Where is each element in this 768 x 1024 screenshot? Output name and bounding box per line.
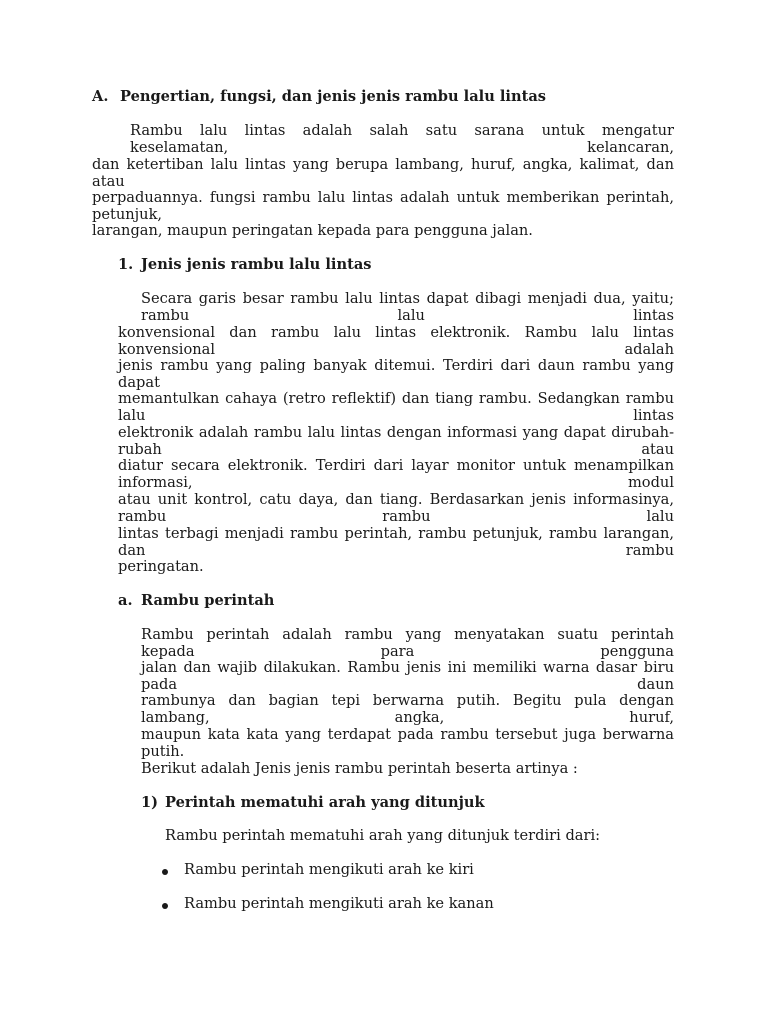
section-a-number: A. <box>92 88 109 105</box>
subsection-a-line-5: Berikut adalah Jenis jenis rambu perintah beserta artinya : <box>141 760 578 777</box>
subsection-a-line-3: rambunya dan bagian tepi berwarna putih. Begitu pula dengan lambang, angka, huruf, <box>141 692 674 726</box>
subsection-1-number: 1. <box>118 256 134 273</box>
subsection-a-line-1: Rambu perintah adalah rambu yang menyatakan suatu perintah kepada para pengguna <box>141 626 674 660</box>
section-a-line-1: Rambu lalu lintas adalah salah satu sarana untuk mengatur keselamatan, kelancaran, <box>130 122 674 156</box>
subsection-a-number: a. <box>118 592 133 609</box>
subsection-1-line-5: elektronik adalah rambu lalu lintas dengan informasi yang dapat dirubah-rubah atau <box>118 424 674 458</box>
section-a-line-4: larangan, maupun peringatan kepada para pengguna jalan. <box>92 222 533 239</box>
subsection-1a-title: Perintah mematuhi arah yang ditunjuk <box>165 794 485 811</box>
subsection-1-title: Jenis jenis rambu lalu lintas <box>141 256 372 273</box>
section-a-title: Pengertian, fungsi, dan jenis jenis rambu lalu lintas <box>120 88 547 105</box>
subsection-1a-number: 1) <box>141 794 159 811</box>
bullet-item-2: Rambu perintah mengikuti arah ke kanan <box>184 895 494 912</box>
subsection-1-line-7: atau unit kontrol, catu daya, dan tiang. Berdasarkan jenis informasinya, rambu rambu lalu <box>118 491 674 525</box>
section-a-line-2: dan ketertiban lalu lintas yang berupa lambang, huruf, angka, kalimat, dan atau <box>92 156 674 190</box>
subsection-1a-intro: Rambu perintah mematuhi arah yang ditunjuk terdiri dari: <box>165 827 601 844</box>
section-a-line-3: perpaduannya. fungsi rambu lalu lintas adalah untuk memberikan perintah, petunjuk, <box>92 189 674 223</box>
subsection-1-line-6: diatur secara elektronik. Terdiri dari layar monitor untuk menampilkan informasi, modul <box>118 457 674 491</box>
bullet-icon <box>162 869 168 875</box>
subsection-a-title: Rambu perintah <box>141 592 275 609</box>
subsection-1-line-1: Secara garis besar rambu lalu lintas dapat dibagi menjadi dua, yaitu; rambu lalu lintas <box>141 290 674 324</box>
bullet-item-1: Rambu perintah mengikuti arah ke kiri <box>184 861 474 878</box>
subsection-1-line-9: peringatan. <box>118 558 204 575</box>
bullet-icon <box>162 903 168 909</box>
subsection-1-line-3: jenis rambu yang paling banyak ditemui. Terdiri dari daun rambu yang dapat <box>118 357 674 391</box>
subsection-1-line-4: memantulkan cahaya (retro reflektif) dan tiang rambu. Sedangkan rambu lalu lintas <box>118 390 674 424</box>
subsection-a-line-2: jalan dan wajib dilakukan. Rambu jenis ini memiliki warna dasar biru pada daun <box>141 659 674 693</box>
subsection-1-line-8: lintas terbagi menjadi rambu perintah, rambu petunjuk, rambu larangan, dan rambu <box>118 525 674 559</box>
subsection-1-line-2: konvensional dan rambu lalu lintas elektronik. Rambu lalu lintas konvensional adalah <box>118 324 674 358</box>
subsection-a-line-4: maupun kata kata yang terdapat pada rambu tersebut juga berwarna putih. <box>141 726 674 760</box>
